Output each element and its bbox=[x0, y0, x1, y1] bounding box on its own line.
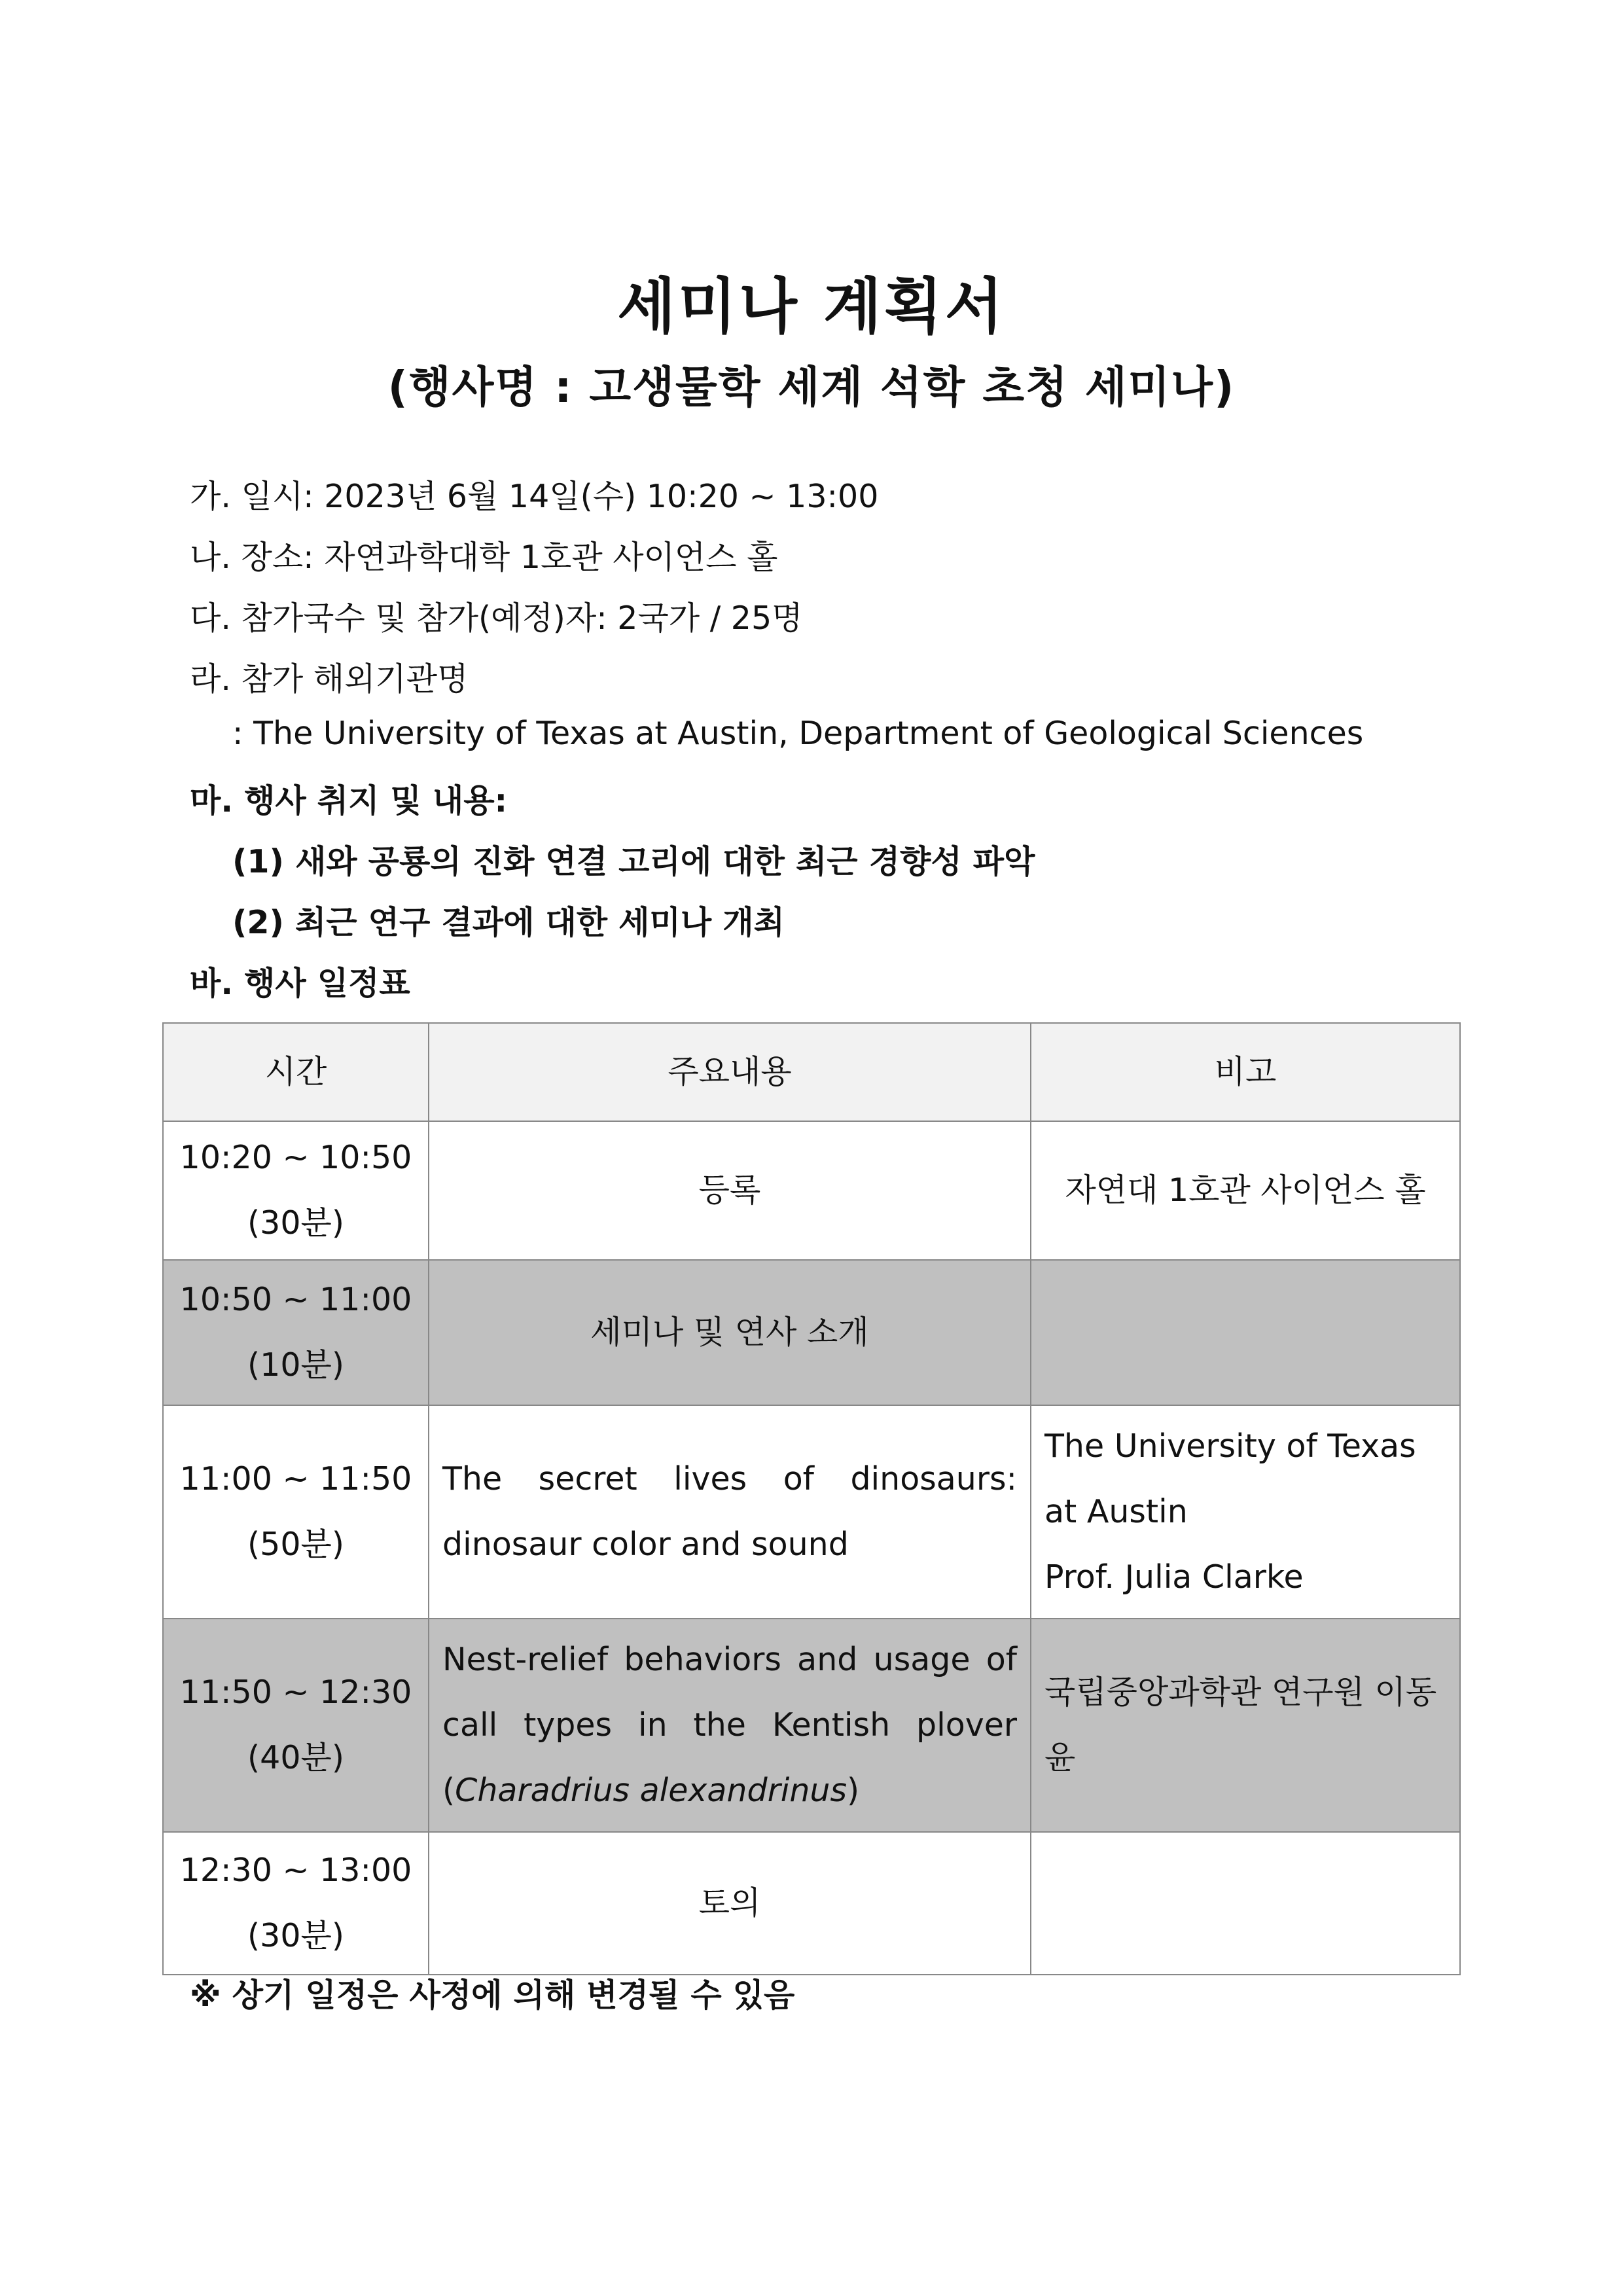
content-cell: 토의 bbox=[429, 1832, 1031, 1975]
content-cell: Nest-relief behaviors and usage of call types in the Kentish plover (Charadrius alexandrinus) bbox=[429, 1619, 1031, 1832]
time-duration: (30분) bbox=[247, 1917, 344, 1954]
time-range: 12:30 ~ 13:00 bbox=[179, 1852, 412, 1889]
content-cell: 세미나 및 연사 소개 bbox=[429, 1260, 1031, 1405]
schedule-table bbox=[162, 1022, 1461, 1975]
table-row bbox=[163, 1121, 1460, 1260]
document-title: 세미나 계획서 bbox=[617, 272, 1006, 342]
info-purpose-label: 마. 행사 취지 및 내용: bbox=[190, 782, 508, 819]
note-cell bbox=[1031, 1832, 1460, 1975]
time-cell bbox=[163, 1260, 429, 1405]
content-cell: 등록 bbox=[429, 1121, 1031, 1260]
time-duration: (50분) bbox=[247, 1526, 344, 1563]
content-cell: The secret lives of dinosaurs: dinosaur color and sound bbox=[429, 1405, 1031, 1619]
time-duration: (10분) bbox=[247, 1346, 344, 1384]
time-range: 11:50 ~ 12:30 bbox=[179, 1674, 412, 1711]
header-note: 비고 bbox=[1031, 1023, 1460, 1121]
time-duration: (40분) bbox=[247, 1739, 344, 1776]
note-speaker: Prof. Julia Clarke bbox=[1044, 1558, 1304, 1596]
time-cell bbox=[163, 1832, 429, 1975]
table-row bbox=[163, 1832, 1460, 1975]
table-row bbox=[163, 1619, 1460, 1832]
note-cell: 자연대 1호관 사이언스 홀 bbox=[1031, 1121, 1460, 1260]
info-place: 나. 장소: 자연과학대학 1호관 사이언스 홀 bbox=[190, 539, 778, 576]
table-row bbox=[163, 1260, 1460, 1405]
table-header-row bbox=[163, 1023, 1460, 1121]
info-institution-value: : The University of Texas at Austin, Department of Geological Sciences bbox=[232, 715, 1364, 752]
time-cell bbox=[163, 1405, 429, 1619]
time-range: 10:20 ~ 10:50 bbox=[179, 1139, 412, 1176]
note-institution: The University of Texas at Austin bbox=[1044, 1427, 1416, 1530]
header-content: 주요내용 bbox=[429, 1023, 1031, 1121]
time-cell bbox=[163, 1619, 429, 1832]
note-cell bbox=[1031, 1405, 1460, 1619]
content-title: Nest-relief behaviors and usage of call types in the Kentish plover bbox=[442, 1641, 1017, 1744]
info-purpose-2: (2) 최근 연구 결과에 대한 세미나 개최 bbox=[232, 904, 785, 941]
time-cell bbox=[163, 1121, 429, 1260]
note-cell bbox=[1031, 1260, 1460, 1405]
note-cell: 국립중앙과학관 연구원 이동윤 bbox=[1031, 1619, 1460, 1832]
header-time: 시간 bbox=[163, 1023, 429, 1121]
document-subtitle: (행사명 : 고생물학 세계 석학 초청 세미나) bbox=[387, 362, 1236, 412]
footnote: ※ 상기 일정은 사정에 의해 변경될 수 있음 bbox=[190, 1977, 795, 2014]
time-duration: (30분) bbox=[247, 1204, 344, 1242]
info-purpose-1: (1) 새와 공룡의 진화 연결 고리에 대한 최근 경향성 파악 bbox=[232, 843, 1035, 880]
time-range: 11:00 ~ 11:50 bbox=[179, 1460, 412, 1498]
time-range: 10:50 ~ 11:00 bbox=[179, 1281, 412, 1318]
info-participants: 다. 참가국수 및 참가(예정)자: 2국가 / 25명 bbox=[190, 600, 803, 637]
info-schedule-label: 바. 행사 일정표 bbox=[190, 965, 410, 1002]
info-institution-label: 라. 참가 해외기관명 bbox=[190, 660, 469, 698]
table-row bbox=[163, 1405, 1460, 1619]
species-name: Charadrius alexandrinus bbox=[455, 1772, 847, 1809]
info-date: 가. 일시: 2023년 6월 14일(수) 10:20 ~ 13:00 bbox=[190, 478, 879, 515]
